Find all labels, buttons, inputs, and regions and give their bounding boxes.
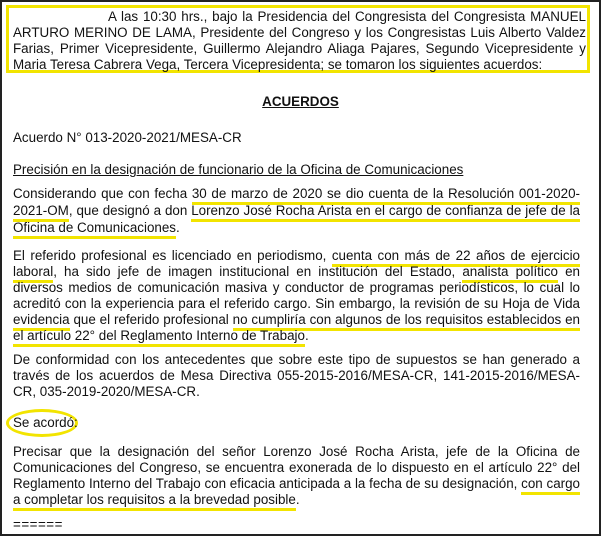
- highlight-experience: cuenta con más de 22 años de ejercicio laboral: [13, 248, 580, 283]
- highlight-evidence: evidencia: [13, 312, 70, 331]
- highlight-appointment: Lorenzo José Rocha Arista en el cargo de confianza de jefe de la Oficina de Comunicaciones: [13, 203, 580, 239]
- session-header: A las 10:30 hrs., bajo la Presidencia del Congresista del Congresista MANUEL ARTURO MERINO DE LAMA, Presidente del Congreso y los Congresistas Luis Alberto Valdez Farias, Primer Vicepresidente, Guillermo Alejandro Aliaga Pajares, Segundo Vicepresidente y Maria Teresa Cabrera Vega, Tercera Vicepresidenta; se tomaron los siguientes acuerdos:: [13, 9, 586, 72]
- section-title: ACUERDOS: [262, 94, 339, 109]
- highlight-date-resolution: 30 de marzo de 2020 se dio cuenta de la Resolución 001-2020-2021-OM: [13, 186, 580, 222]
- paragraph-resolution: Precisar que la designación del señor Lorenzo José Rocha Arista, jefe de la Oficina de Comunicaciones del Congreso, se encuentra exonerada de lo dispuesto en el artículo 22° del Reglamento Interno del Trabajo con eficacia anticipada a la fecha de su designación, con cargo a completar los requisitos a la brevedad posible.: [13, 444, 580, 508]
- agreement-subject: Precisión en la designación de funcionario de la Oficina de Comunicaciones: [13, 162, 464, 177]
- paragraph-considering: Considerando que con fecha 30 de marzo de 2020 se dio cuenta de la Resolución 001-2020-2021-OM, que designó a don Lorenzo José Rocha Arista en el cargo de confianza de jefe de la Oficina de Comunicaciones.: [13, 185, 580, 236]
- highlight-analyst: analista político: [462, 264, 558, 283]
- paragraph-profile: El referido profesional es licenciado en periodismo, cuenta con más de 22 años de ejercicio laboral, ha sido jefe de imagen institucional en institución del Estado, analista político en diversos medios de comunicación masiva y conductor de programas periodísticos, lo cual lo acreditó con la experiencia para el referido cargo. Sin embargo, la revisión de su Hoja de Vida evidencia que el referido profesional no cumpliría con algunos de los requisitos establecidos en el artículo 22° del Reglamento Interno de Trabajo.: [13, 248, 580, 344]
- highlight-requirements: no cumpliría con algunos de los requisitos establecidos en el artículo 22° del Reglamento Interno de Trabajo: [13, 312, 580, 347]
- separator: ======: [13, 517, 63, 532]
- agreement-number: Acuerdo N° 013-2020-2021/MESA-CR: [13, 130, 242, 145]
- paragraph-precedents: De conformidad con los antecedentes que sobre este tipo de supuestos se han generado a través de los acuerdos de Mesa Directiva 055-2015-2016/MESA-CR, 141-2015-2016/MESA-CR, 035-2019-2020/MESA-CR.: [13, 352, 580, 399]
- highlight-conditions: con cargo a completar los requisitos a la brevedad posible: [13, 476, 580, 511]
- resolved-label: Se acordó:: [13, 415, 78, 430]
